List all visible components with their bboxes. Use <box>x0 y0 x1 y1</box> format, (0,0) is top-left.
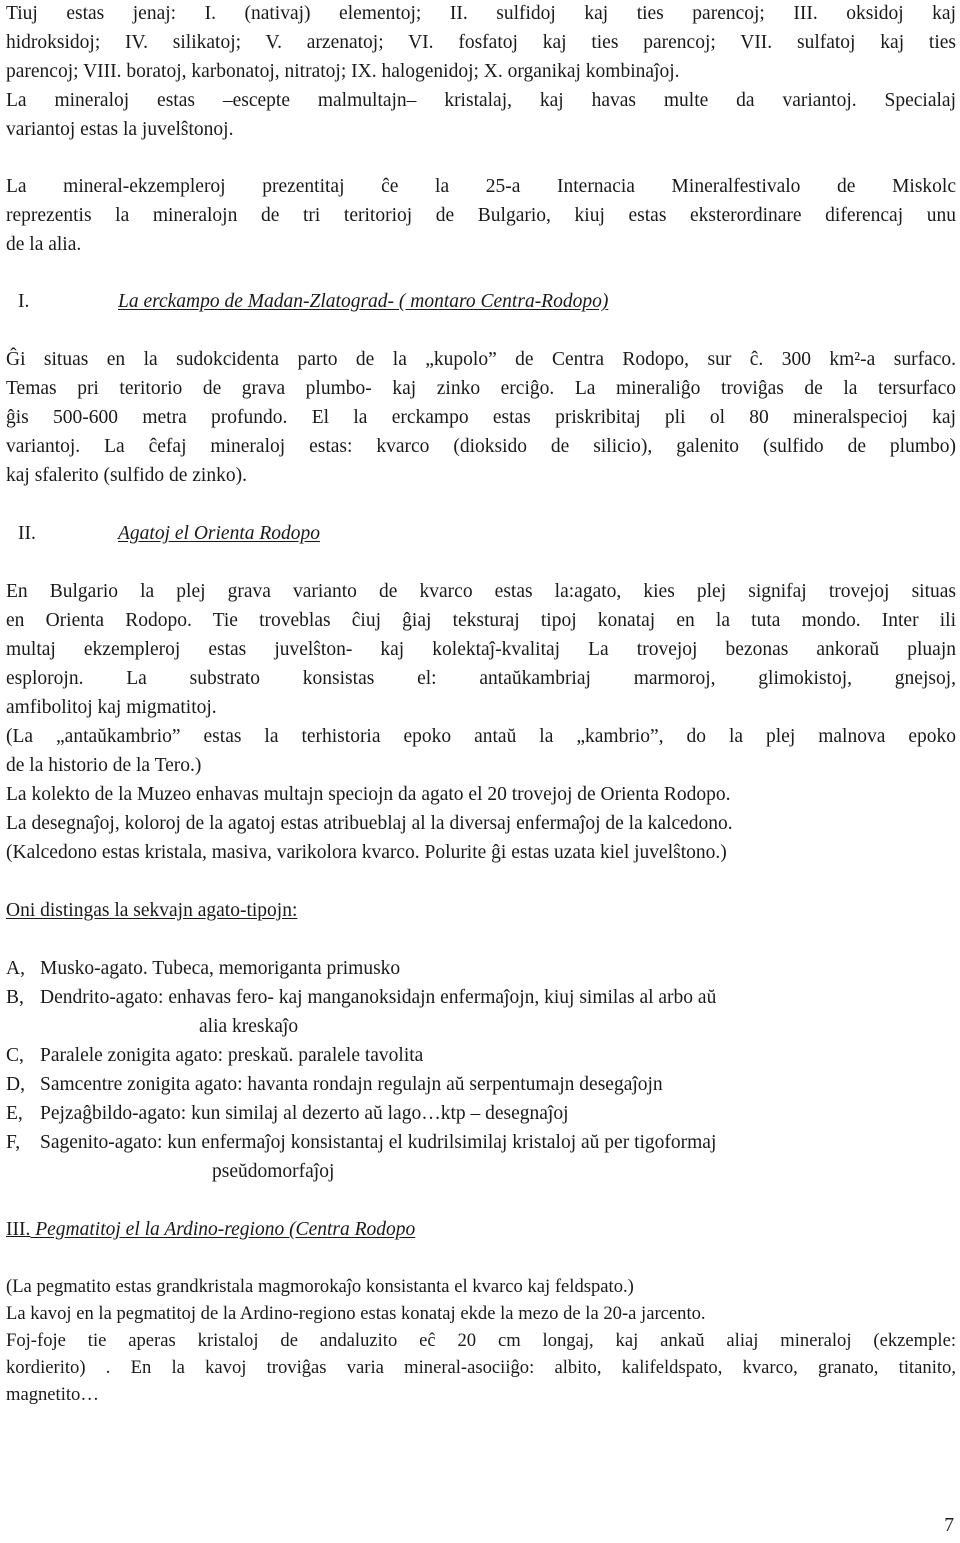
section2-line: multaj ekzempleroj estas juvelŝton- kaj kolektaĵ-kvalitaj La trovejoj bezonas ankoraŭ pluajn <box>6 639 956 660</box>
agate-types-heading: Oni distingas la sekvajn agato-tipojn: <box>6 900 298 921</box>
section1-line: variantoj. La ĉefaj mineraloj estas: kvarco (dioksido de silicio), galenito (sulfido de plumbo) <box>6 436 956 457</box>
section3-line: (La pegmatito estas grandkristala magmorokaĵo konsistanta el kvarco kaj feldspato.) <box>6 1276 634 1297</box>
section-title: La erckampo de Madan-Zlatograd- ( montaro Centra-Rodopo) <box>118 291 609 312</box>
paragraph-line: La mineral-ekzempleroj prezentitaj ĉe la 25-a Internacia Mineralfestivalo de Miskolc <box>6 176 956 197</box>
section1-line: kaj sfalerito (sulfido de zinko). <box>6 465 247 486</box>
agate-type-letter: C, <box>6 1045 24 1066</box>
section3-line: Foj-foje tie aperas kristaloj de andaluzito eĉ 20 cm longaj, kaj ankaŭ aliaj mineraloj (ekzemple: <box>6 1330 956 1351</box>
page-number: 7 <box>944 1515 954 1536</box>
section1-line: Temas pri teritorio de grava plumbo- kaj zinko erciĝo. La mineraliĝo troviĝas de la tersurfaco <box>6 378 956 399</box>
section-title: Pegmatitoj el la Ardino-regiono (Centra Rodopo <box>30 1219 416 1240</box>
agate-type-item <box>6 1046 956 1066</box>
section2-line: La kolekto de la Muzeo enhavas multajn speciojn da agato el 20 trovejoj de Orienta Rodopo. <box>6 784 731 805</box>
agate-type-text: Sagenito-agato: kun enfermaĵoj konsistantaj el kudrilsimilaj kristaloj aŭ per tigoformaj <box>40 1132 717 1153</box>
section2-line: La desegnaĵoj, koloroj de la agatoj estas atribueblaj al la diversaj enfermaĵoj de la kalcedono. <box>6 813 733 834</box>
intro-line: parencoj; VIII. boratoj, karbonatoj, nitratoj; IX. halogenidoj; X. organikaj kombinaĵoj. <box>6 61 680 82</box>
section-title: Agatoj el Orienta Rodopo <box>118 523 321 544</box>
section3-line: La kavoj en la pegmatitoj de la Ardino-regiono estas konataj ekde la mezo de la 20-a jarcento. <box>6 1303 706 1324</box>
intro-line: variantoj estas la juvelŝtonoj. <box>6 119 234 140</box>
agate-type-item <box>6 988 956 1008</box>
section2-line: de la historio de la Tero.) <box>6 755 202 776</box>
section2-line: amfibolitoj kaj migmatitoj. <box>6 697 217 718</box>
agate-type-item <box>6 1104 956 1124</box>
section-heading-3 <box>6 1220 956 1240</box>
agate-type-letter: D, <box>6 1074 25 1095</box>
agate-type-text: Paralele zonigita agato: preskaŭ. paralele tavolita <box>40 1045 424 1066</box>
section3-line: kordierito) . En la kavoj troviĝas varia mineral-asociiĝo: albito, kalifeldspato, kvarco, granato, titanito, <box>6 1357 956 1378</box>
section2-line: esplorojn. La substrato konsistas el: antaŭkambriaj marmoroj, glimokistoj, gnejsoj, <box>6 668 956 689</box>
section3-line: magnetito… <box>6 1384 99 1405</box>
section2-line: (Kalcedono estas kristala, masiva, varikolora kvarco. Polurite ĝi estas uzata kiel juvelŝtono.) <box>6 842 727 863</box>
paragraph-line: reprezentis la mineralojn de tri teritorioj de Bulgario, kiuj estas eksterordinare diferencaj unu <box>6 205 956 226</box>
section-number: III. <box>6 1219 31 1240</box>
agate-type-item <box>6 1075 956 1095</box>
section-number: II. <box>18 523 36 544</box>
intro-line: La mineraloj estas –escepte malmultajn– kristalaj, kaj havas multe da variantoj. Specialaj <box>6 90 956 111</box>
agate-type-item <box>6 1133 956 1153</box>
agate-type-item <box>6 959 956 979</box>
agate-type-text: Dendrito-agato: enhavas fero- kaj manganoksidajn enfermaĵojn, kiuj similas al arbo aŭ <box>40 987 717 1008</box>
section2-line: en Orienta Rodopo. Tie troveblas ĉiuj ĝiaj teksturaj tipoj konataj en la tuta mondo. Inter ili <box>6 610 956 631</box>
section-number: I. <box>18 291 30 312</box>
agate-type-text: Musko-agato. Tubeca, memoriganta primusko <box>40 958 401 979</box>
section1-line: Ĝi situas en la sudokcidenta parto de la „kupolo” de Centra Rodopo, sur ĉ. 300 km²-a surfaco. <box>6 349 956 370</box>
paragraph-line: de la alia. <box>6 234 82 255</box>
agate-type-text: Samcentre zonigita agato: havanta rondajn regulajn aŭ serpentumajn desegaĵojn <box>40 1074 663 1095</box>
agate-type-letter: F, <box>6 1132 21 1153</box>
section1-line: ĝis 500-600 metra profundo. El la erckampo estas priskribitaj pli ol 80 mineralspecioj kaj <box>6 407 956 428</box>
agate-type-continuation: alia kreskaĵo <box>199 1016 299 1037</box>
agate-type-letter: B, <box>6 987 24 1008</box>
intro-line: hidroksidoj; IV. silikatoj; V. arzenatoj; VI. fosfatoj kaj ties parencoj; VII. sulfatoj kaj ties <box>6 32 956 53</box>
section-heading-1 <box>6 292 956 312</box>
section2-line: En Bulgario la plej grava varianto de kvarco estas la:agato, kies plej signifaj trovejoj situas <box>6 581 956 602</box>
agate-type-continuation: pseŭdomorfaĵoj <box>212 1161 335 1182</box>
agate-type-text: Pejzaĝbildo-agato: kun similaj al dezerto aŭ lago…ktp – desegnaĵoj <box>40 1103 569 1124</box>
section2-line: (La „antaŭkambrio” estas la terhistoria epoko antaŭ la „kambrio”, do la plej malnova epoko <box>6 726 956 747</box>
intro-line: Tiuj estas jenaj: I. (nativaj) elementoj; II. sulfidoj kaj ties parencoj; III. oksidoj kaj <box>6 3 956 24</box>
agate-type-letter: A, <box>6 958 25 979</box>
agate-type-letter: E, <box>6 1103 23 1124</box>
section-heading-2 <box>6 524 956 544</box>
